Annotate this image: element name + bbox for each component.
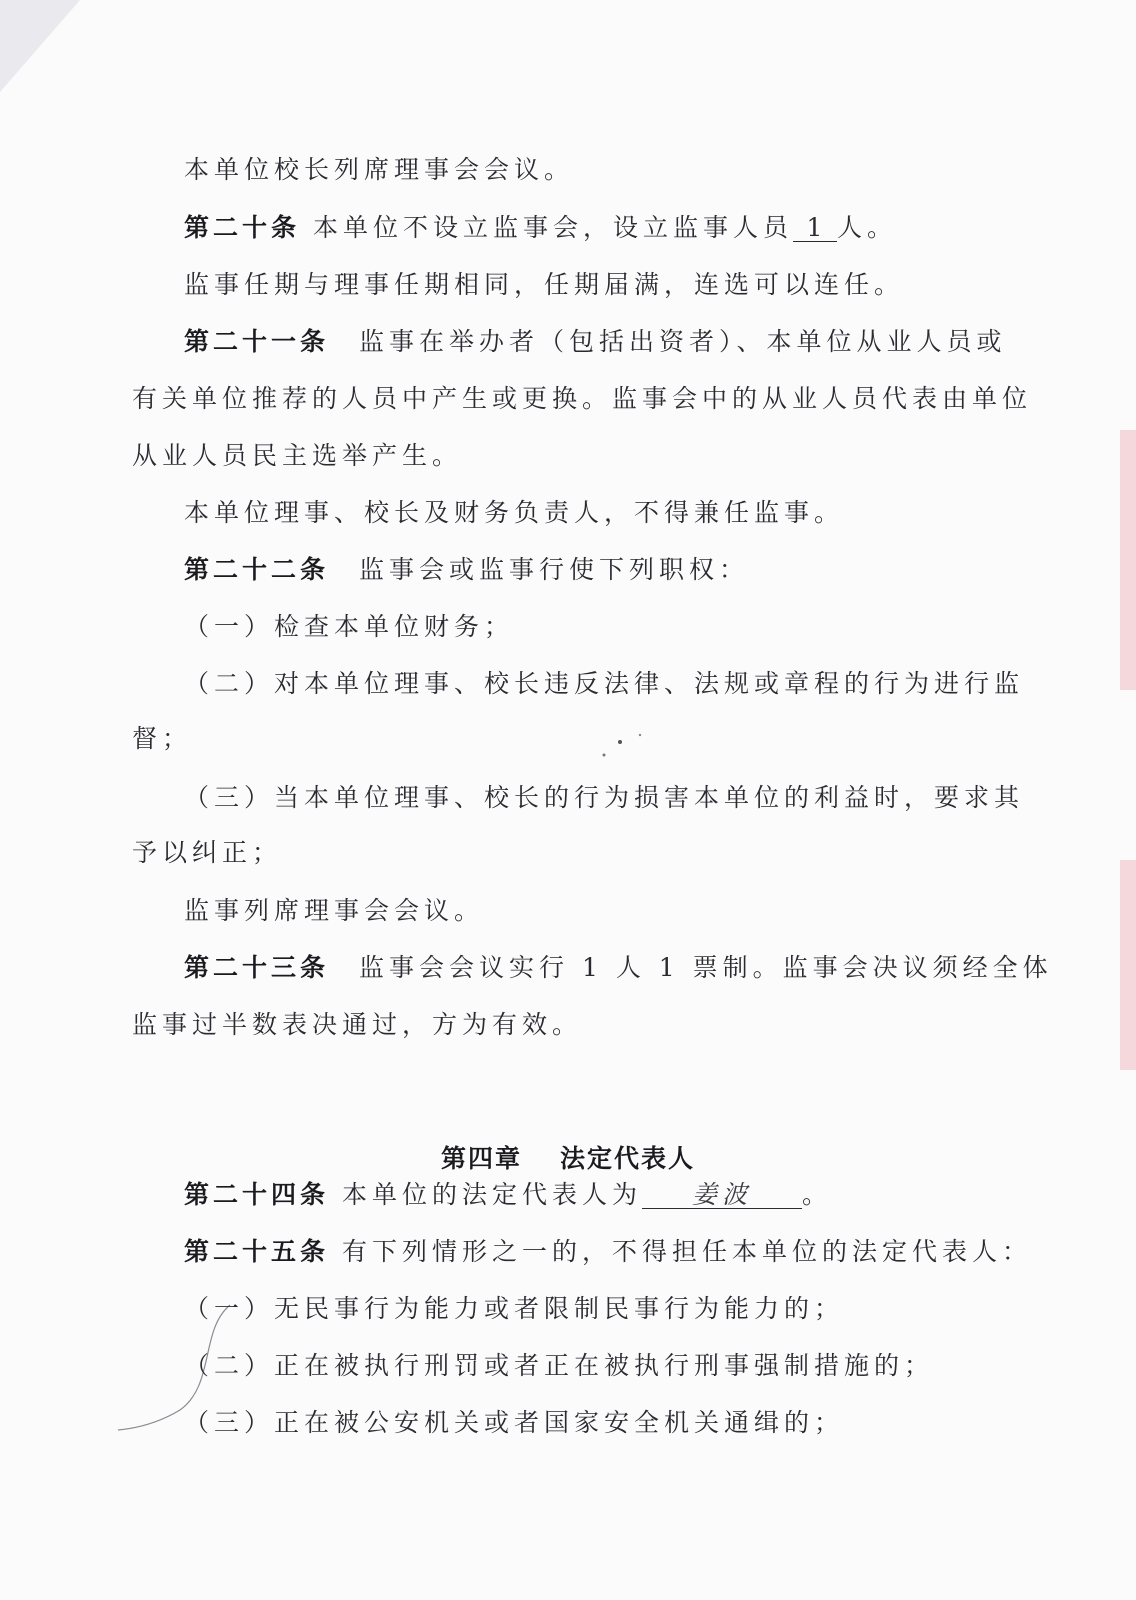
article-23 — [184, 951, 1053, 985]
paragraph-line — [132, 439, 462, 473]
line-text: （一）无民事行为能力或者限制民事行为能力的； — [184, 1294, 845, 1323]
line-text: 有下列情形之一的，不得担任本单位的法定代表人： — [341, 1237, 1032, 1266]
paragraph-line — [184, 268, 904, 302]
filled-blank: 1 — [793, 215, 837, 242]
line-text: 从业人员民主选举产生。 — [132, 441, 463, 470]
paragraph-line — [184, 153, 574, 187]
line-text: （三）当本单位理事、校长的行为损害本单位的利益时，要求其 — [184, 783, 1025, 812]
article-label: 第二十一条 — [184, 327, 330, 356]
line-text: 监事列席理事会会议。 — [184, 896, 485, 925]
line-text: （三）正在被公安机关或者国家安全机关通缉的； — [184, 1408, 845, 1437]
article-21 — [184, 325, 1007, 359]
line-text: 本单位的法定代表人为 — [341, 1180, 642, 1209]
line-text: （一）检查本单位财务； — [184, 612, 515, 641]
article-24 — [184, 1178, 832, 1212]
line-text: 监事在举办者（包括出资者）、本单位从业人员或 — [359, 327, 1007, 356]
list-item — [184, 781, 1024, 815]
list-item — [184, 1349, 934, 1383]
paragraph-line — [184, 894, 484, 928]
line-text: 有关单位推荐的人员中产生或更换。监事会中的从业人员代表由单位 — [132, 384, 1033, 413]
paragraph-line — [132, 836, 282, 870]
line-text: 予以纠正； — [132, 838, 283, 867]
chapter-heading — [0, 1142, 1136, 1176]
line-text: 本单位不设立监事会，设立监事人员 — [312, 213, 793, 242]
line-text: 。 — [801, 1180, 832, 1209]
article-20 — [184, 211, 897, 245]
list-item — [184, 610, 514, 644]
article-label: 第二十三条 — [184, 953, 330, 982]
filled-blank: 姜波 — [642, 1182, 802, 1209]
line-text: （二）正在被执行刑罚或者正在被执行刑事强制措施的； — [184, 1351, 935, 1380]
article-label: 第二十条 — [184, 213, 301, 242]
chapter-title: 法定代表人 — [560, 1144, 696, 1173]
line-text: 监事会或监事行使下列职权： — [359, 555, 750, 584]
paragraph-line — [132, 722, 192, 756]
article-label: 第二十四条 — [184, 1180, 330, 1209]
paragraph-line — [132, 1008, 582, 1042]
dust-speck — [639, 734, 641, 736]
line-text: （二）对本单位理事、校长违反法律、法规或章程的行为进行监 — [184, 669, 1025, 698]
article-22 — [184, 553, 749, 587]
list-item — [184, 1406, 844, 1440]
line-text: 监事任期与理事任期相同，任期届满，连选可以连任。 — [184, 270, 905, 299]
line-text: 督； — [132, 724, 193, 753]
article-25 — [184, 1235, 1032, 1269]
chapter-number: 第四章 — [440, 1144, 522, 1173]
dust-speck — [603, 754, 606, 757]
dust-speck — [618, 740, 622, 744]
line-text: 本单位理事、校长及财务负责人，不得兼任监事。 — [184, 498, 845, 527]
line-text: 本单位校长列席理事会会议。 — [184, 155, 575, 184]
article-label: 第二十二条 — [184, 555, 330, 584]
line-text: 人。 — [836, 213, 897, 242]
line-text: 监事会会议实行 1 人 1 票制。监事会决议须经全体 — [359, 953, 1053, 982]
list-item — [184, 667, 1024, 701]
line-text: 监事过半数表决通过，方为有效。 — [132, 1010, 583, 1039]
article-label: 第二十五条 — [184, 1237, 330, 1266]
paragraph-line — [184, 496, 844, 530]
paragraph-line — [132, 382, 1032, 416]
list-item — [184, 1292, 844, 1326]
